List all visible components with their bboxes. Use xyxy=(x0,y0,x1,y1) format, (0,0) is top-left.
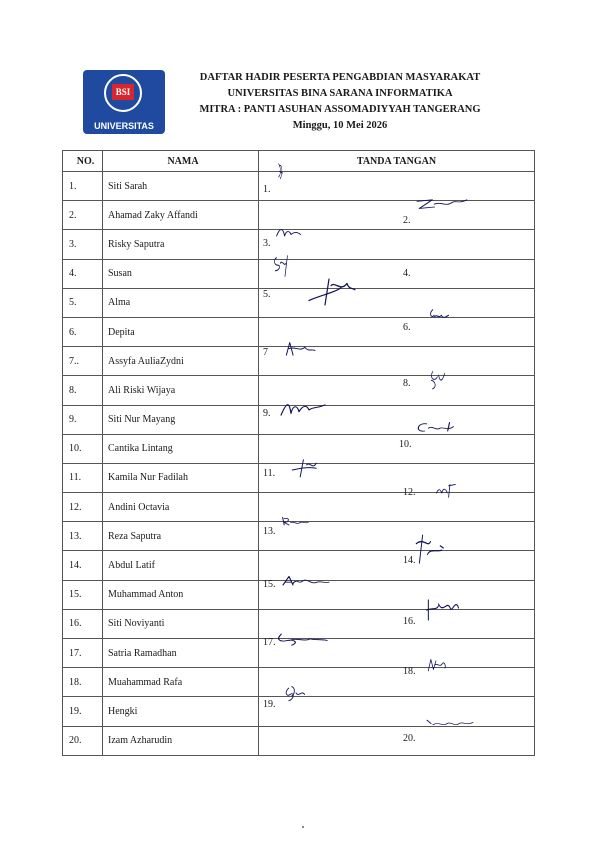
table-row xyxy=(63,405,535,434)
signature-cell xyxy=(259,726,535,755)
participant-name: Alma xyxy=(103,288,259,317)
participant-name: Siti Noviyanti xyxy=(103,609,259,638)
university-logo xyxy=(83,70,165,134)
logo-caption: UNIVERSITAS xyxy=(94,121,154,131)
table-row xyxy=(63,347,535,376)
handwritten-signature xyxy=(425,596,467,624)
signature-number: 16. xyxy=(403,615,416,627)
signature-cell xyxy=(259,639,535,668)
signature-number: 20. xyxy=(403,732,416,744)
signature-cell xyxy=(259,172,535,201)
signature-cell xyxy=(259,463,535,492)
handwritten-signature xyxy=(289,458,329,482)
row-number: 3. xyxy=(63,230,103,259)
signature-number: 5. xyxy=(263,288,271,300)
table-header-row xyxy=(63,151,535,172)
row-number: 6. xyxy=(63,317,103,346)
signature-cell xyxy=(259,580,535,609)
table-row xyxy=(63,522,535,551)
header-partner: MITRA : PANTI ASUHAN ASSOMADIYYAH TANGERANG xyxy=(199,104,481,115)
table-row xyxy=(63,288,535,317)
handwritten-signature xyxy=(429,370,459,394)
participant-name: Andini Octavia xyxy=(103,493,259,522)
participant-name: Ahamad Zaky Affandi xyxy=(103,201,259,230)
column-header-signature: TANDA TANGAN xyxy=(259,151,535,172)
signature-number: 9. xyxy=(263,407,271,419)
handwritten-signature xyxy=(275,226,315,246)
header-title: DAFTAR HADIR PESERTA PENGABDIAN MASYARAKAT xyxy=(199,72,481,83)
handwritten-signature xyxy=(307,277,357,307)
handwritten-signature xyxy=(279,398,329,422)
page-mark xyxy=(302,826,304,828)
signature-cell xyxy=(259,288,535,317)
signature-number: 13. xyxy=(263,526,276,538)
signature-cell xyxy=(259,405,535,434)
handwritten-signature xyxy=(273,254,303,280)
signature-number: 1. xyxy=(263,184,271,195)
row-number: 18. xyxy=(63,668,103,697)
handwritten-signature xyxy=(277,162,297,188)
signature-cell xyxy=(259,522,535,551)
handwritten-signature xyxy=(283,685,319,707)
signature-cell xyxy=(259,697,535,726)
participant-name: Izam Azharudin xyxy=(103,726,259,755)
participant-name: Siti Nur Mayang xyxy=(103,405,259,434)
table-row xyxy=(63,639,535,668)
participant-name: Hengki xyxy=(103,697,259,726)
row-number: 9. xyxy=(63,405,103,434)
signature-number: 11. xyxy=(263,467,276,479)
participant-name: Risky Saputra xyxy=(103,230,259,259)
document-header xyxy=(165,70,515,134)
participant-name: Cantika Lintang xyxy=(103,434,259,463)
row-number: 8. xyxy=(63,376,103,405)
participant-name: Reza Saputra xyxy=(103,522,259,551)
handwritten-signature xyxy=(283,341,325,363)
signature-number: 6. xyxy=(403,321,411,333)
row-number: 2. xyxy=(63,201,103,230)
header-date: Minggu, 10 Mei 2026 xyxy=(292,120,388,131)
signature-number: 8. xyxy=(403,378,411,390)
row-number: 1. xyxy=(63,172,103,201)
participant-name: Kamila Nur Fadilah xyxy=(103,463,259,492)
handwritten-signature xyxy=(427,658,459,678)
signature-number: 18. xyxy=(403,666,416,678)
signature-number: 19. xyxy=(263,699,276,711)
row-number: 15. xyxy=(63,580,103,609)
row-number: 5. xyxy=(63,288,103,317)
row-number: 13. xyxy=(63,522,103,551)
participant-name: Depita xyxy=(103,317,259,346)
row-number: 19. xyxy=(63,697,103,726)
participant-name: Abdul Latif xyxy=(103,551,259,580)
handwritten-signature xyxy=(413,533,453,563)
participant-name: Siti Sarah xyxy=(103,172,259,201)
attendance-table xyxy=(62,150,535,756)
table-row xyxy=(63,726,535,755)
row-number: 17. xyxy=(63,639,103,668)
signature-number: 15. xyxy=(263,578,276,590)
participant-name: Satria Ramadhan xyxy=(103,639,259,668)
handwritten-signature xyxy=(281,516,321,534)
handwritten-signature xyxy=(281,575,331,595)
row-number: 12. xyxy=(63,493,103,522)
handwritten-signature xyxy=(427,306,463,332)
row-number: 7.. xyxy=(63,347,103,376)
signature-number: 10. xyxy=(399,438,412,450)
signature-number: 3. xyxy=(263,238,271,250)
row-number: 20. xyxy=(63,726,103,755)
handwritten-signature xyxy=(435,483,469,503)
row-number: 11. xyxy=(63,463,103,492)
signature-cell xyxy=(259,347,535,376)
participant-name: Assyfa AuliaZydni xyxy=(103,347,259,376)
column-header-no: NO. xyxy=(63,151,103,172)
row-number: 10. xyxy=(63,434,103,463)
header-university: UNIVERSITAS BINA SARANA INFORMATIKA xyxy=(227,88,453,99)
handwritten-signature xyxy=(415,421,463,441)
signature-number: 4. xyxy=(403,267,411,279)
column-header-name: NAMA xyxy=(103,151,259,172)
signature-number: 14. xyxy=(403,555,416,567)
handwritten-signature xyxy=(415,197,469,217)
participant-name: Susan xyxy=(103,259,259,288)
participant-name: Muahammad Rafa xyxy=(103,668,259,697)
row-number: 4. xyxy=(63,259,103,288)
row-number: 14. xyxy=(63,551,103,580)
participant-name: Muhammad Anton xyxy=(103,580,259,609)
signature-number: 2. xyxy=(403,215,411,227)
signature-number: 7 xyxy=(263,347,268,359)
signature-cell xyxy=(259,259,535,288)
table-row xyxy=(63,259,535,288)
logo-mark: BSI xyxy=(112,84,134,100)
handwritten-signature xyxy=(425,719,475,735)
handwritten-signature xyxy=(275,631,327,653)
signature-number: 17. xyxy=(263,637,276,648)
row-number: 16. xyxy=(63,609,103,638)
signature-number: 12. xyxy=(403,487,416,499)
participant-name: Ali Riski Wijaya xyxy=(103,376,259,405)
